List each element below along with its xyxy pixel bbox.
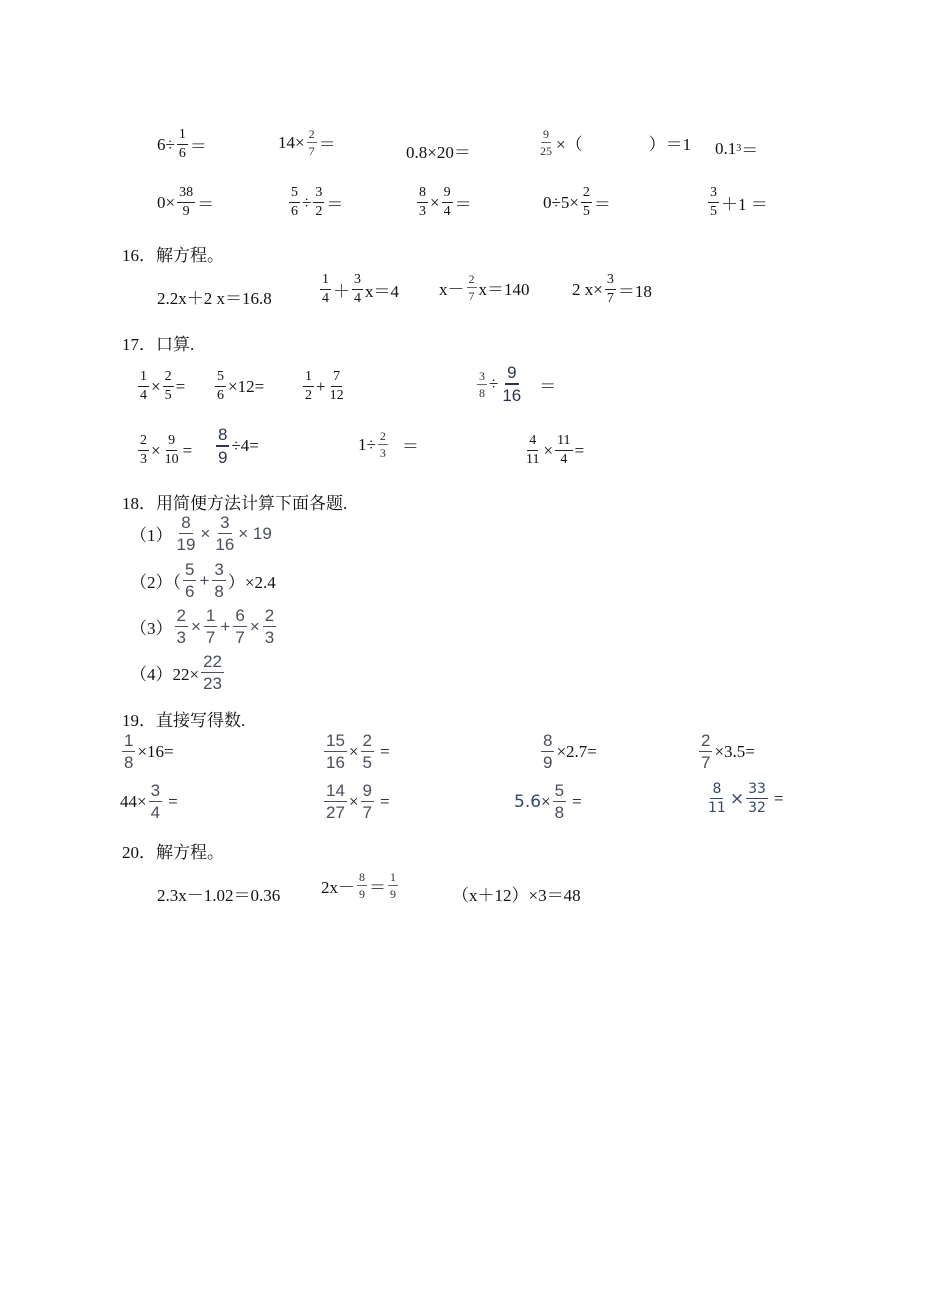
fraction: $\frac{1}{4}$: [322, 272, 329, 306]
expr-text: =: [168, 791, 178, 811]
q16-heading: 16．解方程。: [122, 246, 224, 265]
q19-item-2: [322, 732, 390, 771]
expr-text: =: [574, 440, 585, 460]
fraction: $\frac{5}{6}$: [291, 185, 298, 219]
fraction: $\frac{2}{7}$: [308, 127, 315, 158]
q19-item-1: [120, 732, 174, 771]
operator: +: [220, 616, 231, 636]
row2-problem-3: [415, 186, 472, 219]
q19-item-6: [322, 782, 390, 821]
expr-text: 2 x×: [572, 279, 603, 299]
expr-text: ＝: [593, 195, 611, 214]
fraction: $\frac{5}{8}$: [554, 781, 565, 822]
exponent: 3: [736, 143, 742, 154]
fraction: $\frac{2}{7}$: [468, 272, 475, 303]
q18-item-2: [130, 561, 276, 600]
expr-text: x＝140: [478, 280, 530, 299]
operator: ＋: [333, 282, 350, 301]
expr-text: ÷4=: [231, 436, 259, 455]
q19-heading: 19．直接写得数.: [122, 711, 246, 730]
operator: ×: [249, 616, 260, 636]
fraction: $\frac{8}{11}$: [708, 781, 726, 816]
q16-equation-1: [157, 284, 272, 309]
fraction: $\frac{1}{7}$: [205, 606, 216, 647]
fraction: $\frac{3}{7}$: [606, 272, 614, 306]
fraction: $\frac{2}{3}$: [176, 606, 186, 647]
expr-text: x－: [439, 280, 465, 299]
operator: ×: [151, 376, 161, 396]
expr-text: =: [572, 791, 582, 811]
expr-text: （x＋12）×3＝48: [452, 886, 581, 905]
row1-problem-5: [715, 136, 758, 161]
item-label: （1）: [130, 526, 173, 545]
row1-problem-2: [278, 128, 336, 157]
operator: ×: [729, 788, 745, 809]
fraction: $\frac{3}{4}$: [150, 781, 161, 822]
row2-problem-5: [706, 186, 768, 219]
expr-text: x＝4: [365, 282, 399, 301]
expr-text: 0×: [157, 192, 176, 212]
expr-text: 0÷5×: [543, 192, 579, 212]
q20-equation-1: [157, 881, 280, 906]
q19-item-8: [704, 782, 784, 815]
expr-text: ×2.7=: [556, 741, 597, 761]
expr-text: ×12=: [228, 376, 265, 396]
fraction: $\frac{4}{11}$: [526, 433, 540, 467]
fraction: $\frac{5}{6}$: [185, 560, 195, 601]
fraction: $\frac{1}{4}$: [140, 369, 147, 403]
fraction: $\frac{1}{6}$: [178, 127, 186, 161]
q17-item-3: [301, 370, 348, 403]
fraction: $\frac{9}{25}$: [540, 127, 552, 158]
operator: ×: [430, 192, 440, 212]
fraction: $\frac{3}{16}$: [215, 513, 235, 554]
expr-text: ＋1 ＝: [721, 195, 768, 214]
fraction: $\frac{7}{12}$: [329, 369, 344, 403]
expr-text: 44×: [120, 791, 147, 811]
q17-item-2: [213, 370, 264, 403]
expr-text: ＝: [189, 137, 207, 156]
fraction: $\frac{3}{8}$: [479, 368, 485, 400]
fraction: $\frac{2}{3}$: [379, 429, 386, 460]
expr-text: × 19: [238, 523, 272, 543]
operator: ×: [190, 616, 201, 636]
fraction: $\frac{2}{3}$: [264, 606, 275, 647]
fraction: $\frac{14}{27}$: [326, 781, 345, 822]
expr-text: 0.1: [715, 138, 737, 158]
fraction: $\frac{15}{16}$: [326, 731, 345, 772]
q17-item-4: [475, 364, 556, 404]
fraction: $\frac{8}{9}$: [543, 731, 553, 772]
q18-item-4: [130, 653, 226, 692]
operator: ×: [151, 440, 161, 460]
fraction: $\frac{38}{9}$: [179, 185, 194, 219]
q17-item-1: [136, 370, 185, 403]
fraction: $\frac{5}{6}$: [217, 369, 224, 403]
item-label: （4）22×: [130, 665, 200, 684]
q20-heading: 20．解方程。: [122, 843, 224, 862]
q17-item-8: [522, 434, 584, 467]
expr-text: 0.8×20＝: [406, 143, 471, 162]
fraction: $\frac{2}{7}$: [701, 731, 711, 772]
expr-text: 2x－: [321, 878, 355, 897]
expr-text: ×（: [556, 135, 583, 154]
item-label: （3）: [130, 619, 173, 638]
q19-item-4: [697, 732, 755, 771]
q16-equation-3: [439, 273, 530, 302]
expr-text: ×16=: [137, 741, 174, 761]
expr-text: ＝: [454, 195, 472, 214]
q17-item-7: [358, 430, 419, 459]
expr-text: 14×: [278, 132, 305, 152]
expr-text: ×3.5=: [714, 741, 755, 761]
fraction: $\frac{3}{8}$: [214, 560, 224, 601]
q19-item-3: [539, 732, 597, 771]
expr-text: =: [379, 791, 390, 811]
q16-equation-2: [318, 273, 399, 306]
expr-text: ＝: [197, 195, 215, 214]
operator: ÷: [302, 192, 312, 212]
q19-item-7: [514, 782, 582, 821]
operator: ＝: [369, 878, 386, 897]
expr-text: ＝: [401, 437, 419, 456]
q17-item-5: [136, 434, 192, 467]
q18-item-1: [130, 514, 272, 553]
fraction: $\frac{2}{5}$: [164, 369, 172, 403]
fraction: $\frac{1}{8}$: [124, 731, 134, 772]
expr-text: 2.3x－1.02＝0.36: [157, 886, 281, 905]
q20-equation-2: [321, 871, 400, 900]
expr-text: ＝: [326, 195, 344, 214]
q17-item-6: [214, 426, 259, 466]
fraction: $\frac{9}{4}$: [443, 185, 451, 219]
fraction: $\frac{3}{5}$: [710, 185, 717, 219]
expr-text: ＝: [539, 376, 557, 396]
row2-problem-2: [287, 186, 343, 219]
fraction: $\frac{1}{9}$: [390, 870, 396, 901]
row2-problem-1: [157, 186, 214, 219]
fraction: $\frac{8}{3}$: [419, 185, 426, 219]
fraction: $\frac{8}{9}$: [218, 425, 228, 467]
operator: ÷: [489, 374, 499, 393]
expr-text: =: [379, 741, 390, 761]
fraction: $\frac{9}{16}$: [502, 363, 522, 405]
fraction: $\frac{3}{2}$: [315, 185, 323, 219]
operator: ×: [543, 440, 554, 460]
expr-text: =: [182, 440, 193, 460]
operator: +: [199, 570, 210, 590]
fraction: $\frac{22}{23}$: [203, 652, 223, 693]
operator: +: [316, 376, 326, 396]
q18-heading: 18．用简便方法计算下面各题.: [122, 494, 348, 513]
q17-heading: 17．口算.: [122, 335, 195, 354]
expr-text: ＝: [741, 141, 759, 160]
expr-text: =: [175, 376, 186, 396]
fraction: $\frac{1}{2}$: [305, 369, 312, 403]
expr-text: =: [773, 788, 784, 808]
fraction: $\frac{2}{5}$: [362, 731, 372, 772]
expr-text: ＝: [318, 135, 336, 154]
row1-problem-3: [406, 138, 471, 163]
expr-text: ＝18: [617, 282, 652, 301]
row1-problem-1: [157, 128, 207, 161]
expr-text: ）×2.4: [227, 573, 276, 592]
row2-problem-4: [543, 186, 611, 219]
q19-item-5: [120, 782, 178, 821]
q16-equation-4: [572, 273, 652, 306]
fraction: $\frac{3}{4}$: [354, 272, 361, 306]
q20-equation-3: [452, 881, 581, 906]
expr-text: 1÷: [358, 434, 376, 454]
fraction: $\frac{11}{4}$: [557, 433, 571, 467]
fraction: $\frac{2}{5}$: [582, 185, 590, 219]
operator: ×: [348, 791, 359, 811]
operator: ×: [541, 791, 551, 811]
row1-problem-4: [536, 128, 691, 157]
fraction: $\frac{6}{7}$: [235, 606, 245, 647]
item-label: （2）（: [130, 573, 181, 592]
expr-text: ）＝1: [648, 135, 692, 154]
fraction: $\frac{8}{19}$: [176, 513, 196, 554]
fraction: $\frac{33}{32}$: [748, 781, 766, 816]
q18-item-3: [130, 607, 278, 646]
operator: ×: [200, 523, 211, 543]
expr-text: 2.2x＋2 x＝16.8: [157, 289, 272, 308]
fraction: $\frac{2}{3}$: [140, 433, 147, 467]
fraction: $\frac{9}{7}$: [362, 781, 372, 822]
operator: ×: [348, 741, 359, 761]
expr-text: 6÷: [157, 134, 175, 154]
expr-text: 5.6: [514, 791, 542, 812]
fraction: $\frac{8}{9}$: [359, 870, 365, 901]
fraction: $\frac{9}{10}$: [164, 433, 179, 467]
